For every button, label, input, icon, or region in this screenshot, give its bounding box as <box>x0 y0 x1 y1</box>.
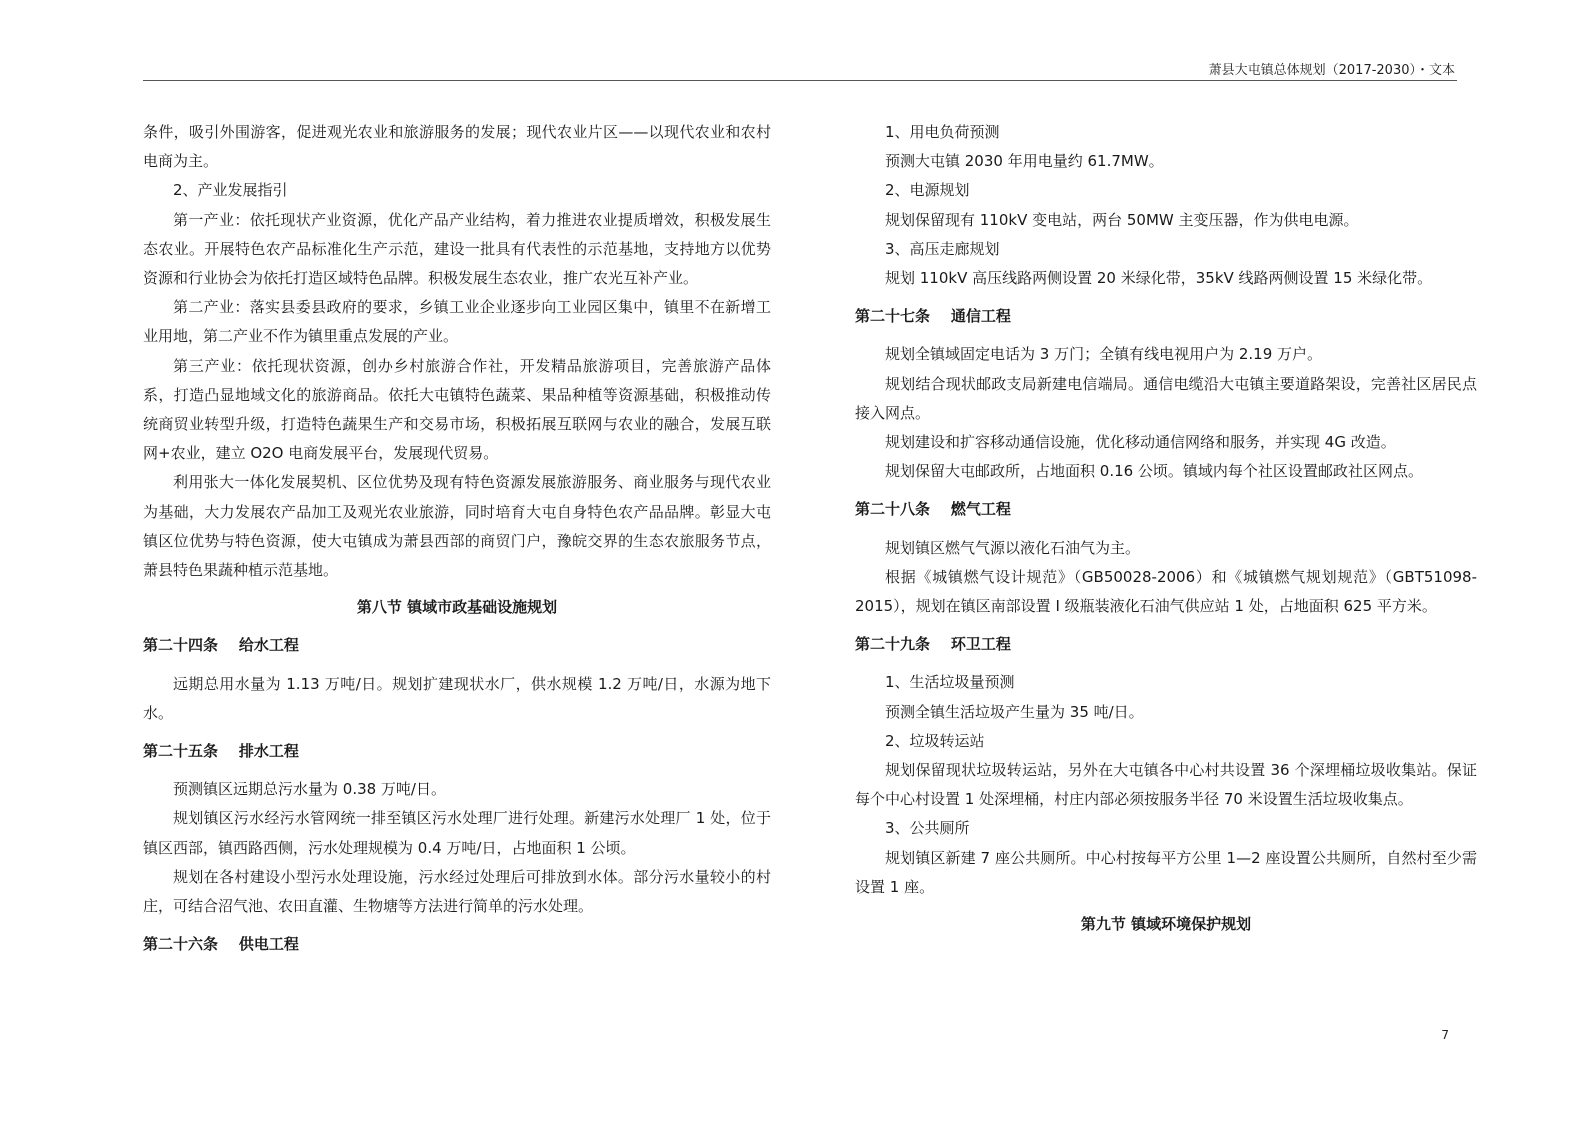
paragraph: 规划 110kV 高压线路两侧设置 20 米绿化带，35kV 线路两侧设置 15 米绿化带。 <box>885 269 1433 288</box>
paragraph: 规划保留现状垃圾转运站，另外在大屯镇各中心村共设置 36 个深埋桶垃圾收集站。保证每个中心村设置 1 处深埋桶，村庄内部必须按服务半径 70 米设置生活垃圾收集点。 <box>855 761 1477 809</box>
article-24-title: 第二十四条 给水工程 <box>143 636 299 655</box>
article-27-title: 第二十七条 通信工程 <box>855 307 1011 326</box>
paragraph: 规划在各村建设小型污水处理设施，污水经过处理后可排放到水体。部分污水量较小的村庄，可结合沼气池、农田直灌、生物塘等方法进行简单的污水处理。 <box>143 867 771 916</box>
paragraph: 2、垃圾转运站 <box>885 731 985 750</box>
paragraph: 条件，吸引外围游客，促进观光农业和旅游服务的发展；现代农业片区——以现代农业和农村电商为主。 <box>143 123 771 171</box>
paragraph: 2、产业发展指引 <box>173 181 288 200</box>
page-number: 7 <box>1441 1028 1449 1042</box>
paragraph: 规划镇区新建 7 座公共厕所。中心村按每平方公里 1—2 座设置公共厕所，自然村至少需设置 1 座。 <box>855 848 1477 896</box>
paragraph: 根据《城镇燃气设计规范》（GB50028-2006）和《城镇燃气规划规范》（GBT51098-2015），规划在镇区南部设置 I 级瓶装液化石油气供应站 1 处，占地面积 625 平方米。 <box>855 567 1477 616</box>
paragraph: 第二产业：落实县委县政府的要求，乡镇工业企业逐步向工业园区集中，镇里不在新增工业用地，第二产业不作为镇里重点发展的产业。 <box>143 298 771 346</box>
paragraph: 3、高压走廊规划 <box>885 239 1000 258</box>
paragraph: 预测全镇生活垃圾产生量为 35 吨/日。 <box>885 702 1144 721</box>
paragraph: 规划镇区污水经污水管网统一排至镇区污水处理厂进行处理。新建污水处理厂 1 处，位于镇区西部，镇西路西侧，污水处理规模为 0.4 万吨/日，占地面积 1 公顷。 <box>143 809 771 857</box>
paragraph: 预测大屯镇 2030 年用电量约 61.7MW。 <box>885 152 1164 171</box>
right-column <box>855 118 1477 947</box>
paragraph: 1、用电负荷预测 <box>885 123 1000 141</box>
paragraph: 远期总用水量为 1.13 万吨/日。规划扩建现状水厂，供水规模 1.2 万吨/日，水源为地下水。 <box>143 674 771 722</box>
paragraph: 利用张大一体化发展契机、区位优势及现有特色资源发展旅游服务、商业服务与现代农业为基础，大力发展农产品加工及观光农业旅游，同时培育大屯自身特色农产品品牌。彰显大屯镇区位优势与特色资源，使大屯镇成为萧县西部的商贸门户，豫皖交界的生态农旅服务节点，萧县特色果蔬种植示范基地。 <box>143 473 771 580</box>
section-9-title: 第九节 镇域环境保护规划 <box>1080 915 1252 934</box>
paragraph: 规划建设和扩容移动通信设施，优化移动通信网络和服务，并实现 4G 改造。 <box>885 433 1396 452</box>
paragraph: 规划保留现有 110kV 变电站，两台 50MW 主变压器，作为供电电源。 <box>885 210 1359 229</box>
article-25-title: 第二十五条 排水工程 <box>143 742 299 761</box>
left-column <box>143 118 771 968</box>
article-28-title: 第二十八条 燃气工程 <box>855 500 1011 519</box>
paragraph: 1、生活垃圾量预测 <box>885 673 1015 692</box>
header-divider <box>143 80 1457 81</box>
paragraph: 规划结合现状邮政支局新建电信端局。通信电缆沿大屯镇主要道路架设，完善社区居民点接入网点。 <box>855 374 1477 422</box>
paragraph: 2、电源规划 <box>885 181 970 200</box>
article-29-title: 第二十九条 环卫工程 <box>855 635 1011 654</box>
document-header-title: 萧县大屯镇总体规划（2017-2030）・文本 <box>1208 63 1455 78</box>
article-26-title: 第二十六条 供电工程 <box>143 935 299 954</box>
section-8-title: 第八节 镇域市政基础设施规划 <box>356 598 558 617</box>
paragraph: 规划镇区燃气气源以液化石油气为主。 <box>885 538 1141 557</box>
paragraph: 规划全镇域固定电话为 3 万门；全镇有线电视用户为 2.19 万户。 <box>885 345 1323 364</box>
paragraph: 3、公共厕所 <box>885 819 970 838</box>
paragraph: 第三产业：依托现状资源，创办乡村旅游合作社，开发精品旅游项目，完善旅游产品体系，打造凸显地域文化的旅游商品。依托大屯镇特色蔬菜、果品种植等资源基础，积极推动传统商贸业转型升级，打造特色蔬果生产和交易市场，积极拓展互联网与农业的融合，发展互联网+农业，建立 O2O 电商发展平台，发展现代贸易。 <box>143 356 771 463</box>
paragraph: 规划保留大屯邮政所，占地面积 0.16 公顷。镇域内每个社区设置邮政社区网点。 <box>885 462 1423 481</box>
paragraph: 第一产业：依托现状产业资源，优化产品产业结构，着力推进农业提质增效，积极发展生态农业。开展特色农产品标准化生产示范，建设一批具有代表性的示范基地，支持地方以优势资源和行业协会为依托打造区域特色品牌。积极发展生态农业，推广农光互补产业。 <box>143 210 771 288</box>
paragraph: 预测镇区远期总污水量为 0.38 万吨/日。 <box>173 780 446 799</box>
